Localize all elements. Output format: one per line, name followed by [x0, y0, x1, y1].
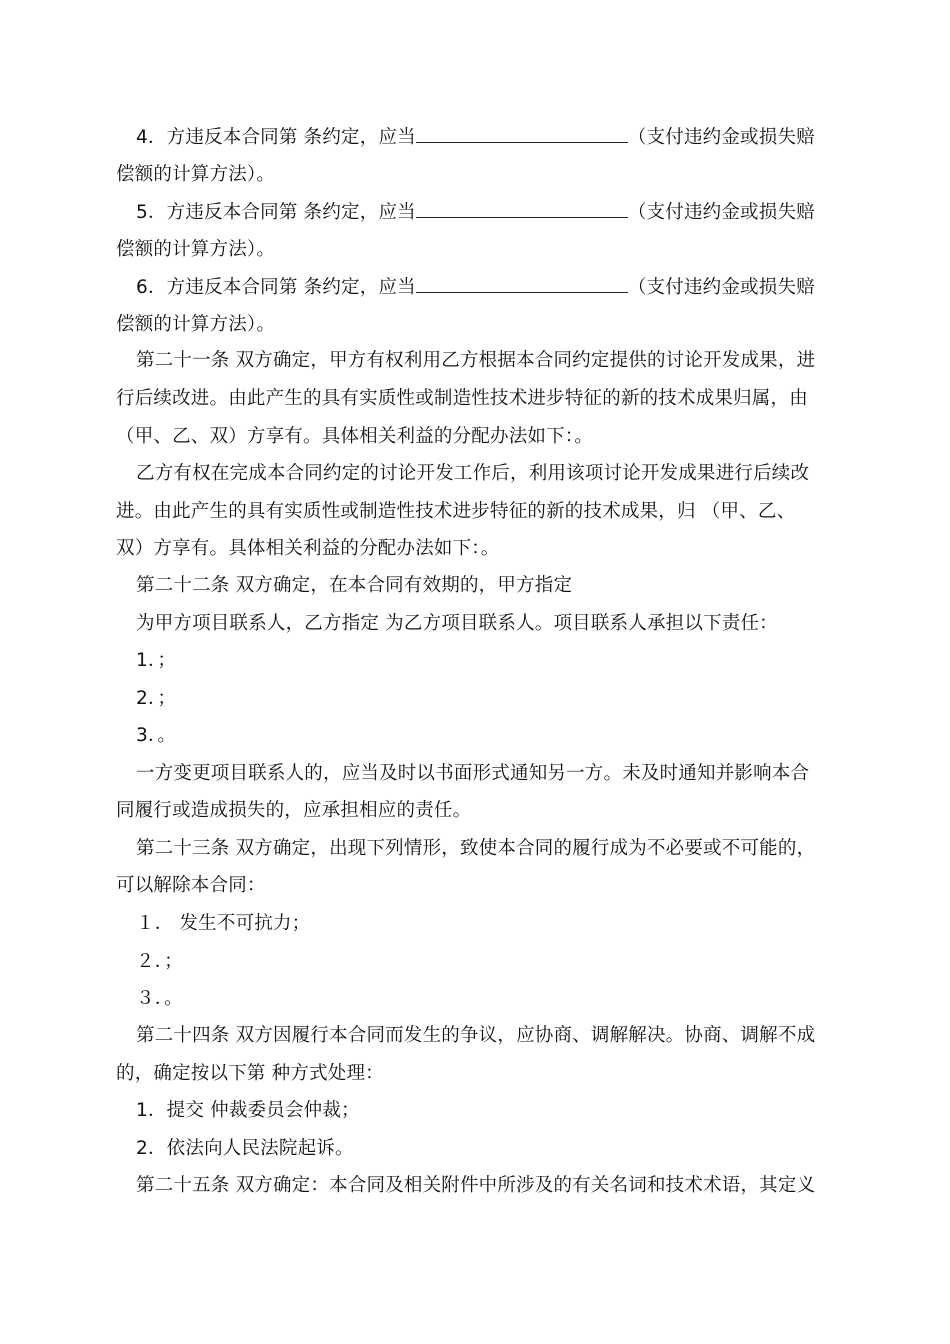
item-5-blank [416, 201, 628, 218]
article-22-item-2: 2．； [136, 688, 177, 709]
item-4-continuation: 偿额的计算方法）。 [116, 164, 276, 185]
article-23-item-1: １． 发生不可抗力； [136, 913, 311, 934]
penalty-item-5 [136, 200, 815, 226]
article-24-item-2: 2．依法向人民法院起诉。 [136, 1138, 354, 1159]
article-22-item-3: 3．。 [136, 725, 177, 746]
article-21-para2-line-2: 进。由此产生的具有实质性或制造性技术进步特征的新的技术成果，归 （甲、乙、 [116, 501, 796, 522]
article-22-line-2: 为甲方项目联系人，乙方指定 为乙方项目联系人。项目联系人承担以下责任： [136, 613, 778, 634]
article-22-item-1: 1．； [136, 650, 177, 671]
article-22-line-1: 第二十二条 双方确定，在本合同有效期的，甲方指定 [136, 575, 573, 596]
article-21-para2-line-3: 双）方享有。具体相关利益的分配办法如下：。 [116, 538, 500, 559]
item-5-continuation: 偿额的计算方法）。 [116, 239, 276, 260]
article-25-line-1: 第二十五条 双方确定：本合同及相关附件中所涉及的有关名词和技术术语，其定义 [136, 1175, 816, 1196]
article-24-item-1: 1．提交 仲裁委员会仲裁； [136, 1100, 360, 1121]
article-24-line-2: 的，确定按以下第 种方式处理： [116, 1063, 384, 1084]
item-4-suffix: （支付违约金或损失赔 [627, 127, 815, 148]
item-5-suffix: （支付违约金或损失赔 [627, 202, 815, 223]
article-23-item-2: ２．； [136, 951, 183, 972]
item-4-text: 4．方违反本合同第 条约定，应当 [136, 127, 416, 148]
item-6-blank [416, 276, 628, 293]
article-21-para2-line-1: 乙方有权在完成本合同约定的讨论开发工作后，利用该项讨论开发成果进行后续改 [136, 463, 810, 484]
item-6-suffix: （支付违约金或损失赔 [627, 277, 815, 298]
article-21-line-3: （甲、乙、双）方享有。具体相关利益的分配办法如下：。 [116, 426, 593, 447]
article-24-line-1: 第二十四条 双方因履行本合同而发生的争议，应协商、调解解决。协商、调解不成 [136, 1025, 816, 1046]
item-6-continuation: 偿额的计算方法）。 [116, 314, 276, 335]
item-5-text: 5．方违反本合同第 条约定，应当 [136, 202, 416, 223]
article-23-item-3: ３．。 [136, 988, 183, 1009]
article-22-para2-line-1: 一方变更项目联系人的，应当及时以书面形式通知另一方。未及时通知并影响本合 [136, 763, 810, 784]
article-21-line-2: 行后续改进。由此产生的具有实质性或制造性技术进步特征的新的技术成果归属，由 [116, 388, 808, 409]
article-21-line-1: 第二十一条 双方确定，甲方有权利用乙方根据本合同约定提供的讨论开发成果，进 [136, 350, 816, 371]
item-4-blank [416, 126, 628, 143]
article-23-line-1: 第二十三条 双方确定，出现下列情形，致使本合同的履行成为不必要或不可能的， [136, 838, 816, 859]
penalty-item-6 [136, 275, 815, 301]
article-22-para2-line-2: 同履行或造成损失的，应承担相应的责任。 [116, 800, 472, 821]
article-23-line-2: 可以解除本合同： [116, 875, 266, 896]
item-6-text: 6．方违反本合同第 条约定，应当 [136, 277, 416, 298]
penalty-item-4 [136, 125, 815, 151]
